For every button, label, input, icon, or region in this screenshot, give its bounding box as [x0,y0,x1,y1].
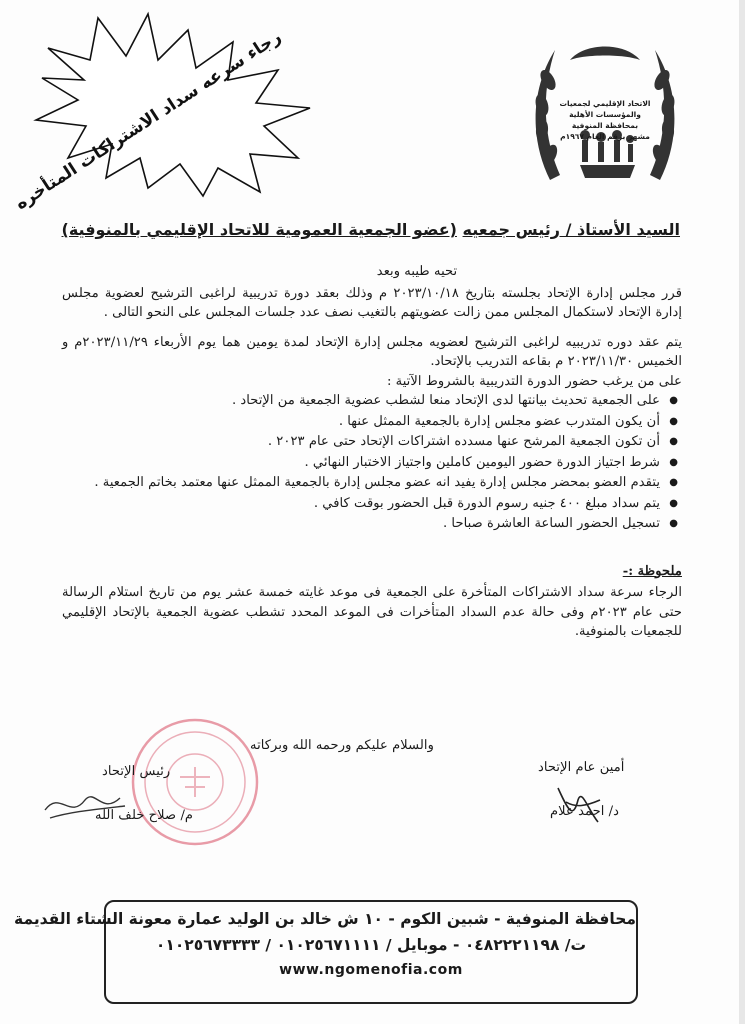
page-edge [739,0,745,1024]
footer-address: محافظة المنوفية - شبين الكوم - ١٠ ش خالد بن الوليد عمارة معونة الشتاء القديمة [14,910,636,928]
secretary-name: د/ احمد علام [550,804,619,819]
reminder-text: رجاء سرعه سداد الاشتراكات المتأخره [11,26,285,215]
letterhead-footer [14,900,638,1004]
note-text: الرجاء سرعة سداد الاشتراكات المتأخرة على الجمعية فى موعد غايته خمسة عشر يوم من تاريخ استلام الرسالة حتى عام ٢٠٢٣م وفى حالة عدم السداد المتأخرات فى الموعد المحدد تشطب عضوية الجمعية بالإتحاد الإقليمي للجمعيات بالمنوفية. [62,585,682,639]
president-title: رئيس الإتحاد [102,764,171,779]
footer-phones: ت/ ٠٤٨٢٢٢١١٩٨ - موبايل / ٠١٠٢٥٦٧١١١١ / ٠١٠٢٥٦٧٣٣٣٣ [155,936,587,954]
condition-item: ● أن تكون الجمعية المرشح عنها مسدده اشتراكات الإتحاد حتى عام ٢٠٢٣ . [62,432,660,452]
president-name: م/ صلاح خلف الله [95,808,194,823]
stamp-seal-icon [125,712,265,852]
secretary-title: أمين عام الإتحاد [538,760,625,775]
conditions-intro: على من يرغب حضور الدورة التدريبية بالشروط الآتية : [387,373,682,389]
greeting: تحيه طيبه وبعد [376,264,458,279]
condition-item: ● يتقدم العضو بمحضر مجلس إدارة يفيد انه عضو مجلس إدارة بالجمعية الممثل عنها معتمد بخاتم الجمعية . [62,473,660,493]
paragraph-course: يتم عقد دوره تدريبيه لراغبى الترشيح لعضويه مجلس إدارة الإتحاد لمدة يومين هما يوم الأربعاء ٢٠٢٣/١١/٢٩م و الخميس ٢٠٢٣/١١/٣٠ م بقاعه التدريب بالإتحاد. [62,334,682,369]
footer-website[interactable]: www.ngomenofia.com [279,962,463,978]
president-signature [40,780,130,830]
letter-body [62,262,682,642]
emblem-line3: مشهر برقم العام ١٩٦٧م [560,132,650,141]
addressee-org: (عضو الجمعية العمومية للاتحاد الإقليمي بالمنوفية) [61,220,457,239]
secretary-signature [548,780,608,830]
note-title: ملحوظة :- [622,563,682,579]
condition-item: ● على الجمعية تحديث بيانتها لدى الإتحاد منعا لشطب عضوية الجمعية من الإتحاد . [62,391,660,411]
emblem-text [540,98,670,142]
condition-item: ● أن يكون المتدرب عضو مجلس إدارة بالجمعية الممثل عنها . [62,412,660,432]
closing-line: والسلام عليكم ورحمه الله وبركاته [250,738,434,753]
emblem-line2: بمحافظة المنوفية [571,121,639,130]
addressee-prefix: السيد الأستاذ / رئيس جمعيه [462,220,680,239]
official-stamp [125,712,265,852]
addressee-line [61,220,680,239]
reminder-burst [11,8,318,215]
paragraph-decision: قرر مجلس إدارة الإتحاد بجلسته بتاريخ ٢٠٢٣/١٠/١٨ م وذلك بعقد دورة تدريبية لراغبى الترشيح لعضوية مجلس إدارة الإتحاد لاستكمال المجلس ممن زالت عضويتهم بالتغيب نصف عدد جلسات المجلس على النحو التالى . [62,285,682,320]
condition-item: ● يتم سداد مبلغ ٤٠٠ جنيه رسوم الدورة قبل الحضور بوقت كافي . [62,494,660,514]
condition-item: ● شرط اجتياز الدورة حضور اليومين كاملين واجتياز الاختبار النهائي . [62,453,660,473]
conditions-list [62,391,682,534]
emblem-line1: الاتحاد الإقليمي لجمعيات والمؤسسات الأهلية [559,99,651,119]
condition-item: ● تسجيل الحضور الساعة العاشرة صباحا . [62,514,660,534]
federation-emblem [520,20,690,190]
